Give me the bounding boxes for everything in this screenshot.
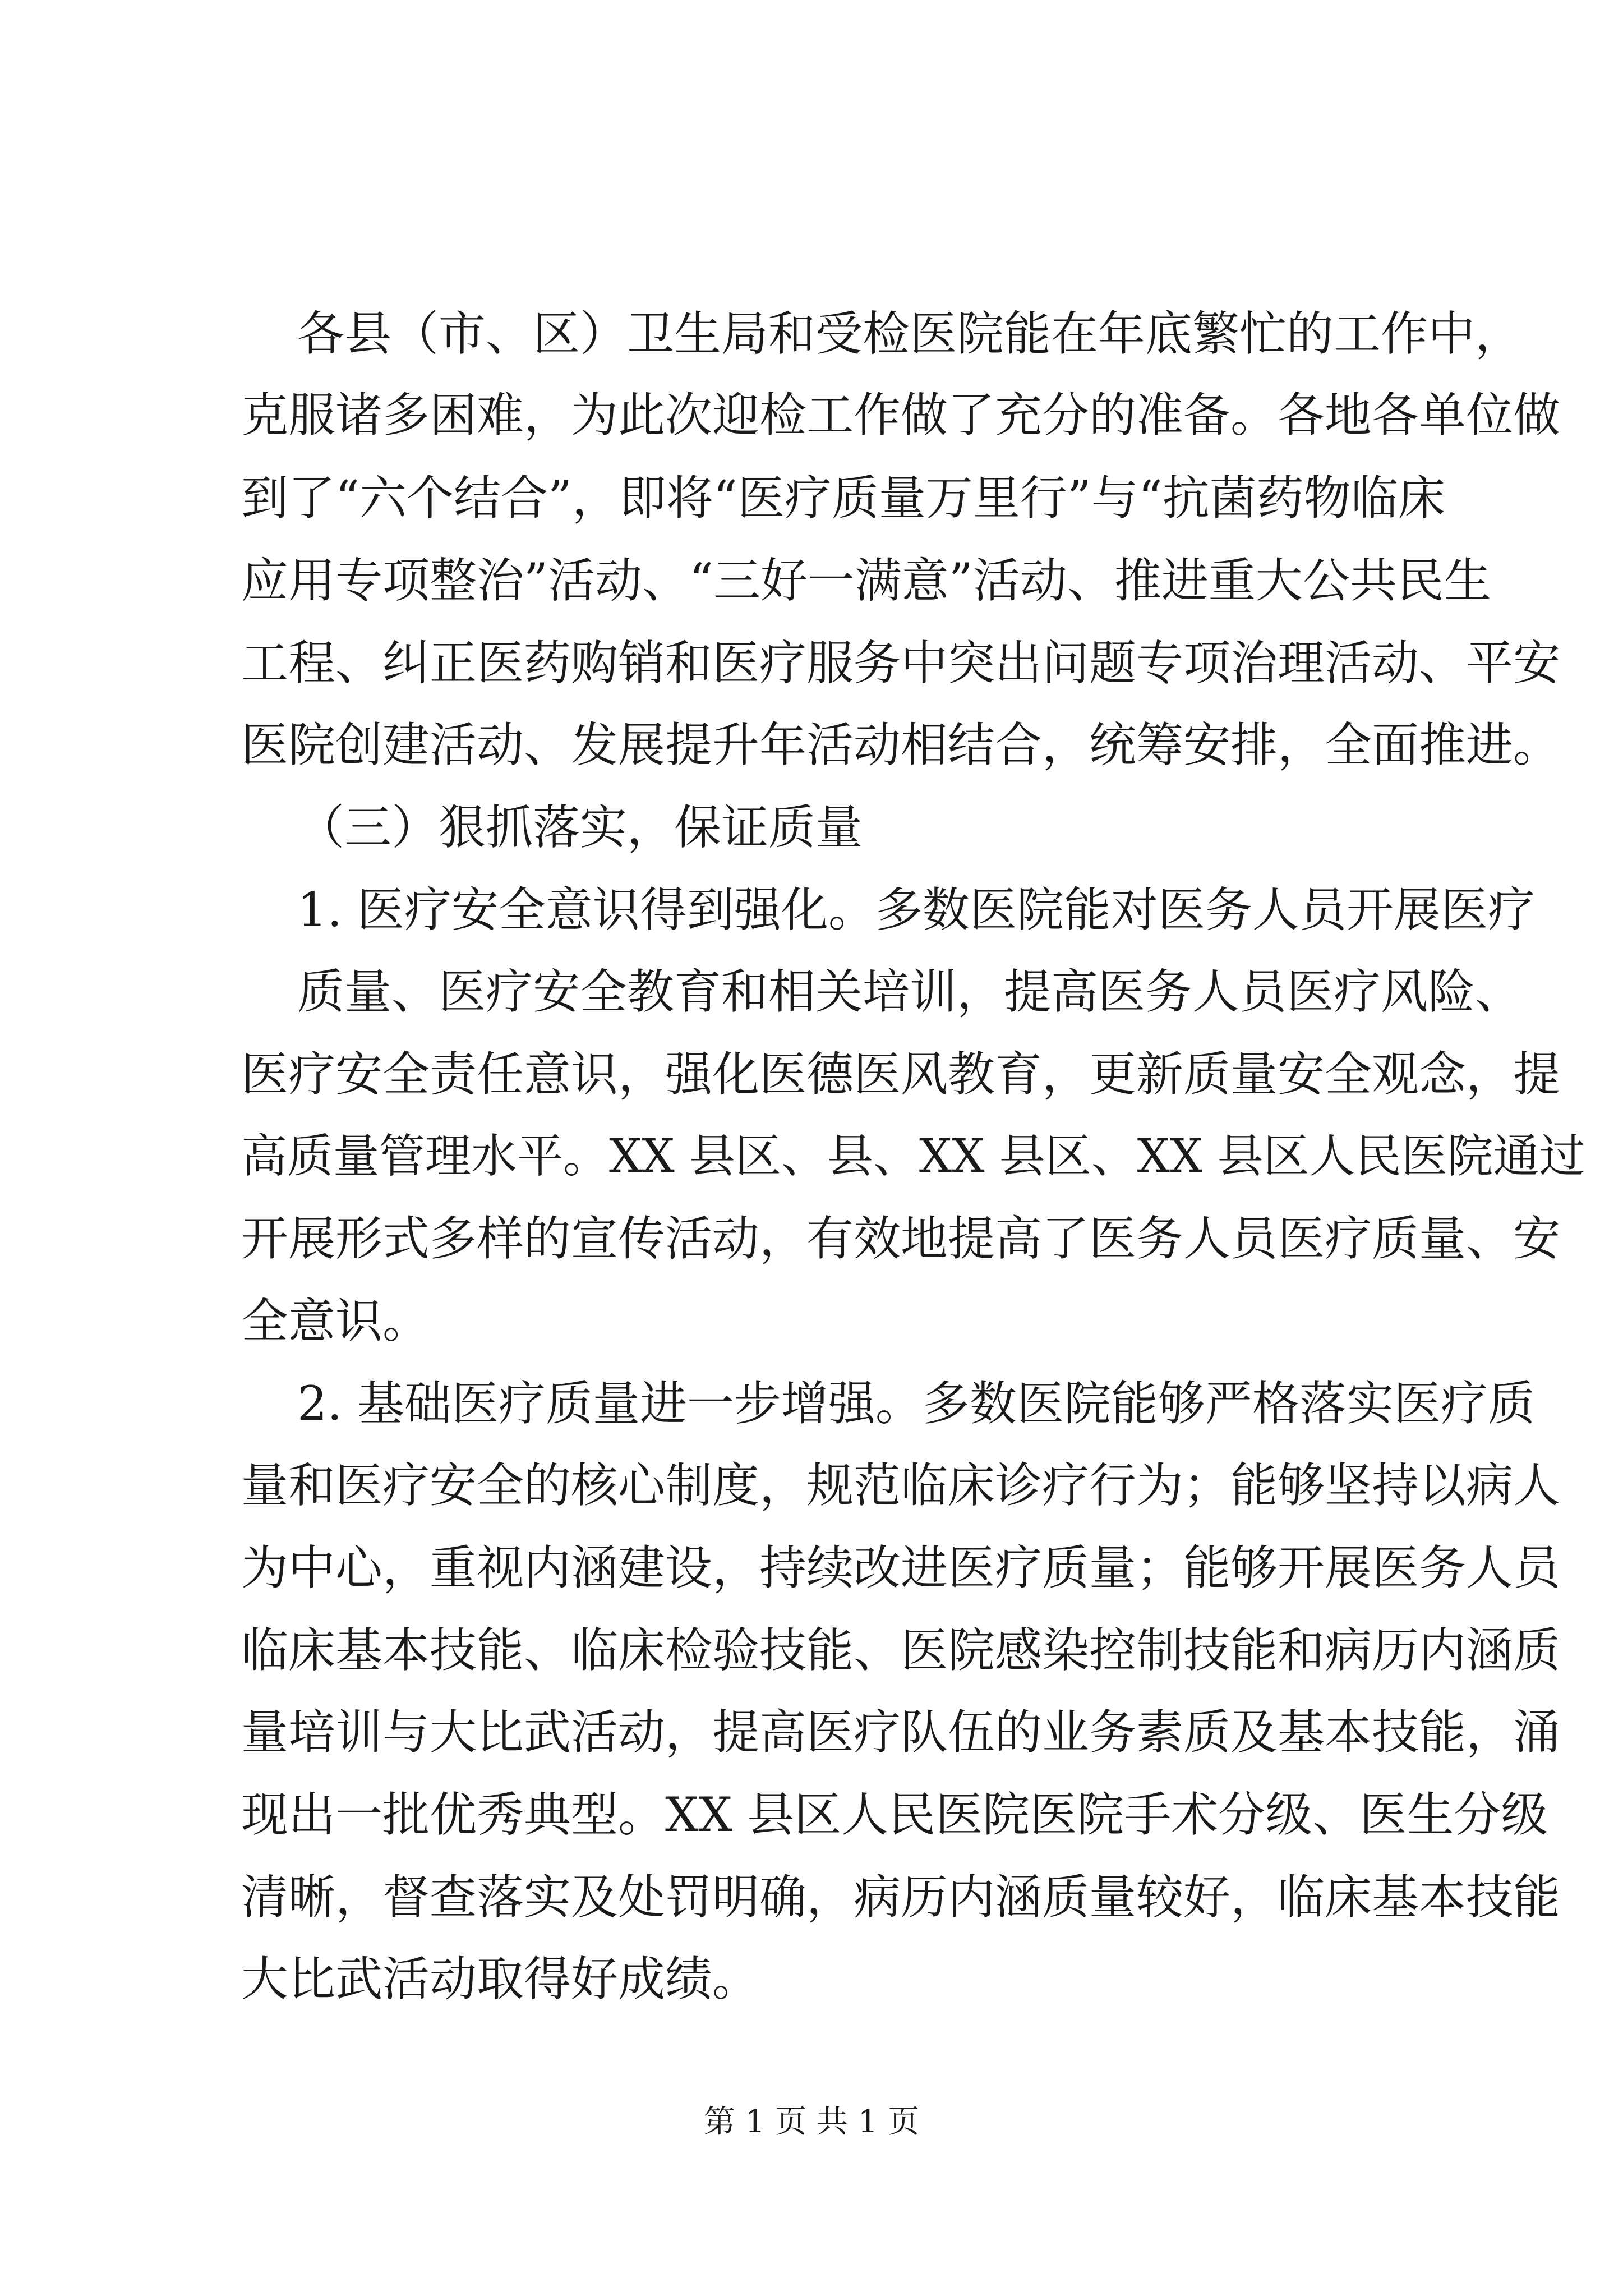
paragraph-line: 量培训与大比武活动，提高医疗队伍的业务素质及基本技能，涌: [241, 1705, 1561, 1760]
paragraph-line: 医院创建活动、发展提升年活动相结合，统筹安排，全面推进。: [241, 717, 1561, 772]
paragraph-line: 工程、纠正医药购销和医疗服务中突出问题专项治理活动、平安: [241, 636, 1561, 691]
paragraph-line: 大比武活动取得好成绩。: [241, 1952, 760, 2007]
paragraph-line: 克服诸多困难，为此次迎检工作做了充分的准备。各地各单位做: [241, 388, 1561, 443]
paragraph-line: 医疗安全责任意识，强化医德医风教育，更新质量安全观念，提: [241, 1047, 1561, 1102]
page-footer: 第 1 页 共 1 页: [703, 2104, 920, 2140]
section-heading: （三）狠抓落实，保证质量: [297, 800, 863, 855]
paragraph-line: 高质量管理水平。XX 县区、县、XX 县区、XX 县区人民医院通过: [241, 1130, 1585, 1183]
paragraph-line: 到了“六个结合”，即将“医疗质量万里行”与“抗菌药物临床: [241, 471, 1445, 526]
paragraph-line: 1. 医疗安全意识得到强化。多数医院能对医务人员开展医疗: [297, 882, 1535, 937]
paragraph-line: 清晰，督查落实及处罚明确，病历内涵质量较好，临床基本技能: [241, 1870, 1561, 1925]
paragraph-line: 各县（市、区）卫生局和受检医院能在年底繁忙的工作中，: [297, 306, 1523, 361]
paragraph-line: 开展形式多样的宣传活动，有效地提高了医务人员医疗质量、安: [241, 1211, 1561, 1266]
paragraph-line: 2. 基础医疗质量进一步增强。多数医院能够严格落实医疗质: [297, 1376, 1535, 1431]
paragraph-line: 质量、医疗安全教育和相关培训，提高医务人员医疗风险、: [297, 964, 1523, 1019]
paragraph-line: 为中心，重视内涵建设，持续改进医疗质量；能够开展医务人员: [241, 1540, 1561, 1595]
paragraph-line: 应用专项整治”活动、“三好一满意”活动、推进重大公共民生: [241, 553, 1491, 608]
paragraph-line: 全意识。: [241, 1294, 430, 1349]
paragraph-line: 量和医疗安全的核心制度，规范临床诊疗行为；能够坚持以病人: [241, 1458, 1561, 1513]
paragraph-line: 临床基本技能、临床检验技能、医院感染控制技能和病历内涵质: [241, 1623, 1561, 1678]
paragraph-line: 现出一批优秀典型。XX 县区人民医院医院手术分级、医生分级: [241, 1787, 1548, 1842]
